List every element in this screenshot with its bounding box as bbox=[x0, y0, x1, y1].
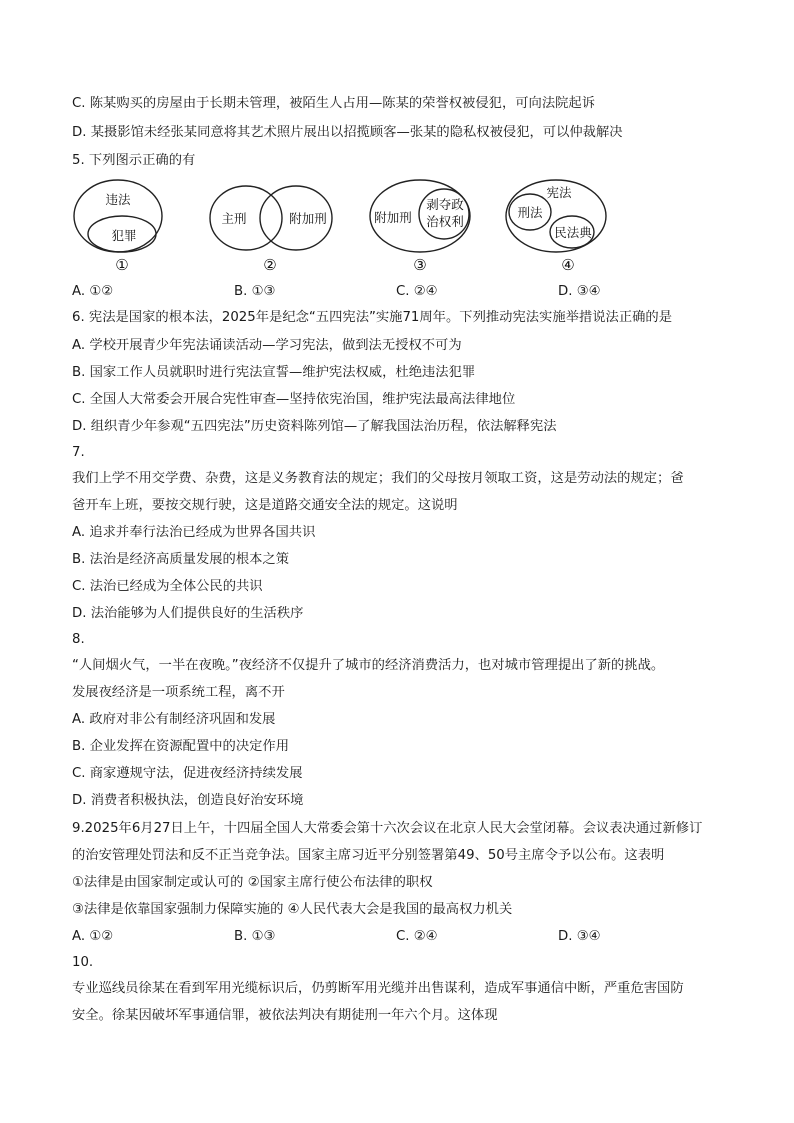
q7-option-c: C. 法治已经成为全体公民的共识 bbox=[72, 579, 263, 594]
q5-option-d: D. ③④ bbox=[558, 284, 601, 299]
diagram-4-right-label: 民法典 bbox=[554, 225, 592, 240]
q9-statements-1: ①法律是由国家制定或认可的 ②国家主席行使公布法律的职权 bbox=[72, 875, 433, 890]
q5-stem: 5. 下列图示正确的有 bbox=[72, 153, 196, 168]
q6-option-c: C. 全国人大常委会开展合宪性审查—坚持依宪治国，维护宪法最高法律地位 bbox=[72, 392, 516, 407]
q7-number: 7. bbox=[72, 445, 85, 460]
diagram-4-top-label: 宪法 bbox=[546, 185, 572, 200]
q6-option-a: A. 学校开展青少年宪法诵读活动—学习宪法，做到法无授权不可为 bbox=[72, 338, 462, 353]
diagram-1 bbox=[74, 180, 162, 274]
q4-option-d: D. 某摄影馆未经张某同意将其艺术照片展出以招揽顾客—张某的隐私权被侵犯，可以仲裁解决 bbox=[72, 125, 623, 140]
diagram-3 bbox=[370, 180, 470, 274]
q6-option-d: D. 组织青少年参观“五四宪法”历史资料陈列馆—了解我国法治历程，依法解释宪法 bbox=[72, 419, 557, 434]
q7-option-a: A. 追求并奉行法治已经成为世界各国共识 bbox=[72, 525, 316, 540]
diagram-4-number: ④ bbox=[561, 256, 575, 274]
q6-stem: 6. 宪法是国家的根本法，2025年是纪念“五四宪法”实施71周年。下列推动宪法实施举措说法正确的是 bbox=[72, 310, 673, 325]
diagram-3-inner-label-1: 剥夺政 bbox=[426, 197, 464, 212]
q8-stem-line-2: 发展夜经济是一项系统工程，离不开 bbox=[72, 685, 285, 700]
q9-stem-line-1: 9.2025年6月27日上午，十四届全国人大常委会第十六次会议在北京人民大会堂闭幕。会议表决通过新修订 bbox=[72, 821, 703, 836]
q10-stem-line-2: 安全。徐某因破坏军事通信罪，被依法判决有期徒刑一年六个月。这体现 bbox=[72, 1008, 498, 1023]
q9-stem-line-2: 的治安管理处罚法和反不正当竞争法。国家主席习近平分别签署第49、50号主席令予以公布。这表明 bbox=[72, 848, 665, 863]
q6-option-b: B. 国家工作人员就职时进行宪法宣誓—维护宪法权威，杜绝违法犯罪 bbox=[72, 365, 476, 380]
q8-option-d: D. 消费者积极执法，创造良好治安环境 bbox=[72, 793, 304, 808]
diagram-4 bbox=[506, 180, 606, 274]
diagram-3-inner-label-2: 治权利 bbox=[426, 214, 464, 229]
diagram-2-number: ② bbox=[263, 256, 277, 274]
q4-option-c: C. 陈某购买的房屋由于长期未管理，被陌生人占用—陈某的荣誉权被侵犯，可向法院起诉 bbox=[72, 96, 596, 111]
diagram-3-left-label: 附加刑 bbox=[374, 210, 412, 225]
q8-option-c: C. 商家遵规守法，促进夜经济持续发展 bbox=[72, 766, 303, 781]
diagram-2-left-label: 主刑 bbox=[221, 211, 247, 226]
q5-option-b: B. ①③ bbox=[234, 284, 276, 299]
diagram-3-number: ③ bbox=[413, 256, 427, 274]
diagram-1-inner-label: 犯罪 bbox=[111, 228, 137, 243]
q8-option-a: A. 政府对非公有制经济巩固和发展 bbox=[72, 712, 276, 727]
q9-option-c: C. ②④ bbox=[396, 929, 438, 944]
q5-option-a: A. ①② bbox=[72, 284, 114, 299]
q7-option-d: D. 法治能够为人们提供良好的生活秩序 bbox=[72, 606, 304, 621]
diagram-2 bbox=[210, 186, 332, 274]
q8-stem-line-1: “人间烟火气，一半在夜晚。”夜经济不仅提升了城市的经济消费活力，也对城市管理提出了新的挑战。 bbox=[72, 658, 665, 673]
q7-option-b: B. 法治是经济高质量发展的根本之策 bbox=[72, 552, 290, 567]
q9-option-a: A. ①② bbox=[72, 929, 114, 944]
diagram-2-right-label: 附加刑 bbox=[289, 211, 327, 226]
q8-option-b: B. 企业发挥在资源配置中的决定作用 bbox=[72, 739, 290, 754]
q9-option-b: B. ①③ bbox=[234, 929, 276, 944]
diagram-4-left-label: 刑法 bbox=[517, 205, 543, 220]
q10-stem-line-1: 专业巡线员徐某在看到军用光缆标识后，仍剪断军用光缆并出售谋利，造成军事通信中断，严重危害国防 bbox=[72, 981, 684, 996]
q7-stem-line-1: 我们上学不用交学费、杂费，这是义务教育法的规定；我们的父母按月领取工资，这是劳动法的规定；爸 bbox=[72, 471, 684, 486]
diagram-1-outer-label: 违法 bbox=[105, 192, 131, 207]
q9-option-d: D. ③④ bbox=[558, 929, 601, 944]
diagram-1-number: ① bbox=[115, 256, 129, 274]
q9-statements-2: ③法律是依靠国家强制力保障实施的 ④人民代表大会是我国的最高权力机关 bbox=[72, 902, 513, 917]
q5-option-c: C. ②④ bbox=[396, 284, 438, 299]
q8-number: 8. bbox=[72, 632, 85, 647]
q5-diagrams bbox=[66, 176, 626, 276]
q7-stem-line-2: 爸开车上班，要按交规行驶，这是道路交通安全法的规定。这说明 bbox=[72, 498, 458, 513]
q10-number: 10. bbox=[72, 955, 94, 970]
